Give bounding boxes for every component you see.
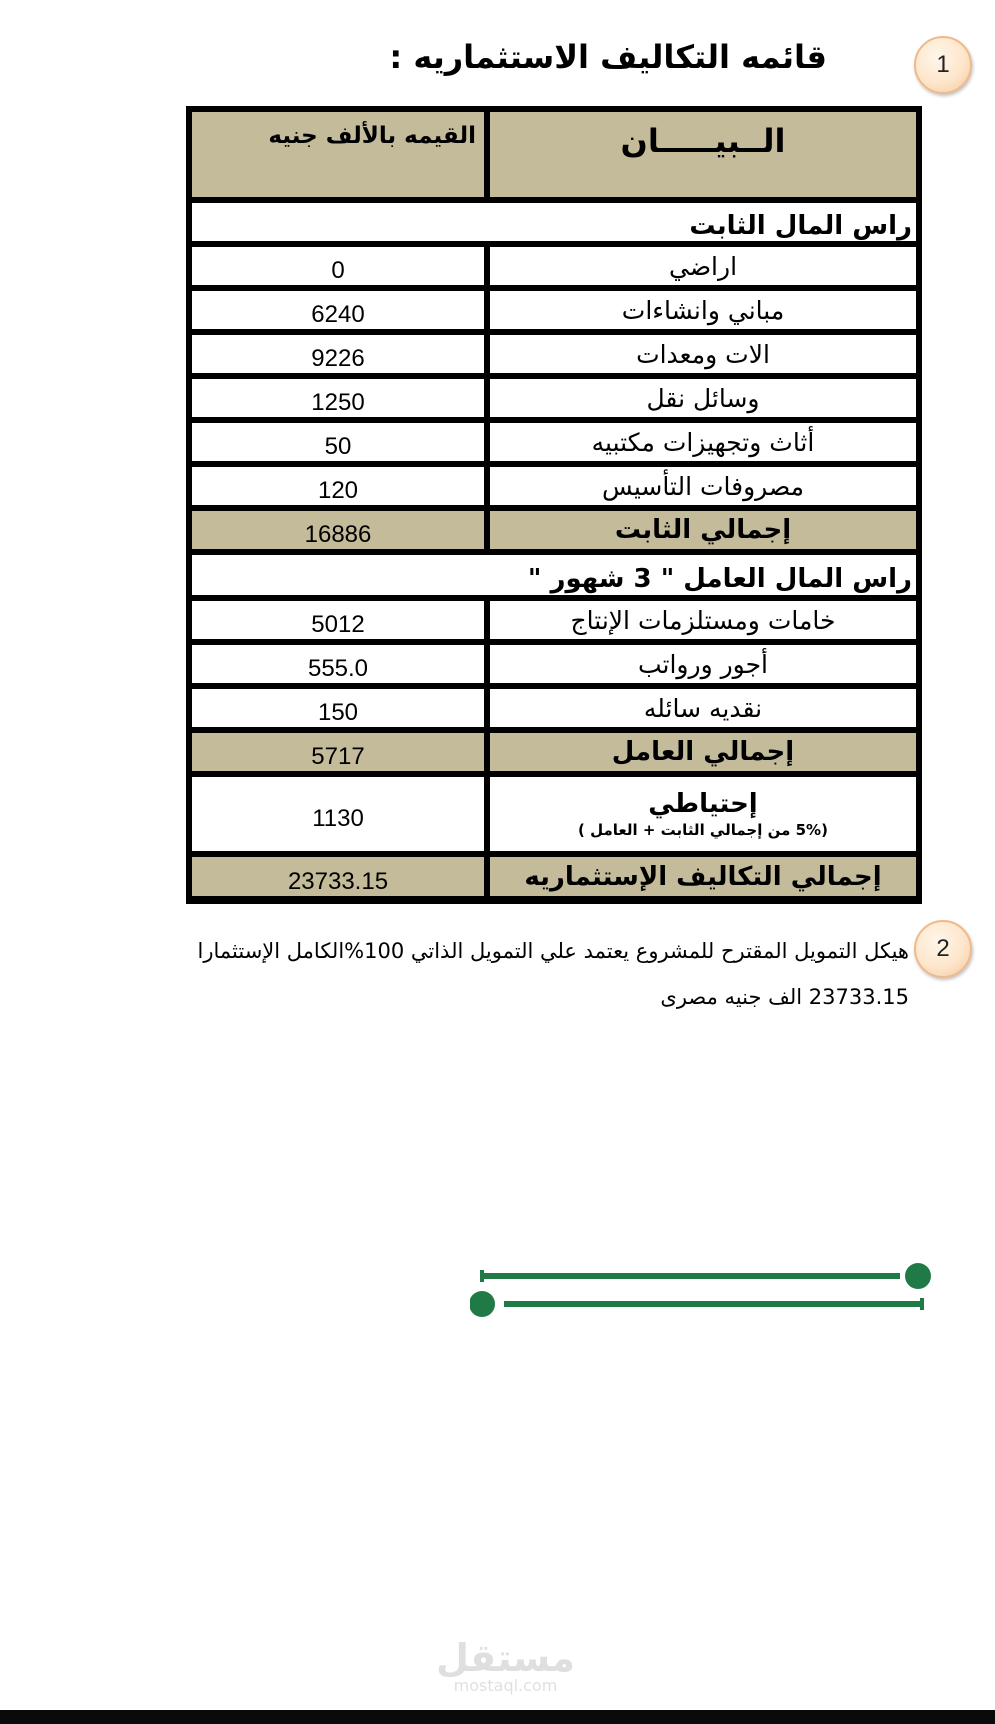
row-item: خامات ومستلزمات الإنتاج [484,601,916,639]
watermark-latin: mostaql.com [453,1676,558,1695]
fixed-total-label: إجمالي الثابت [484,511,916,549]
financing-structure-text [89,928,909,1020]
row-value: 50 [192,423,484,461]
row-item: مباني وانشاءات [484,291,916,329]
reserve-cell [484,777,916,851]
header-item-label: الــبيـــــان [484,112,916,197]
row-value: 1250 [192,379,484,417]
row-value: 0 [192,247,484,285]
working-capital-title: راس المال العامل " 3 شهور " [192,555,916,595]
section-2-number-badge: 2 [914,920,972,978]
reserve-note: (5% من إجمالي الثابت + العامل ) [578,821,828,839]
table-header-row [192,112,916,197]
working-total-row [192,733,916,771]
row-item: مصروفات التأسيس [484,467,916,505]
table-row [192,601,916,639]
working-capital-section-row [192,555,916,595]
financing-line-2: 23733.15 الف جنيه مصرى [660,985,909,1009]
table-row [192,645,916,683]
row-item: نقديه سائله [484,689,916,727]
header-value-label: القيمه بالألف جنيه [192,112,484,197]
row-value: 150 [192,689,484,727]
grand-total-label: إجمالي التكاليف الإستثماريه [484,857,916,896]
reserve-value: 1130 [192,777,484,851]
grand-total-value: 23733.15 [192,857,484,896]
table-row [192,467,916,505]
row-value: 9226 [192,335,484,373]
table-row [192,247,916,285]
working-total-label: إجمالي العامل [484,733,916,771]
row-value: 555.0 [192,645,484,683]
bottom-bar [0,1710,995,1724]
row-item: الات ومعدات [484,335,916,373]
decorative-divider [470,1260,940,1330]
mostaql-watermark [436,1636,575,1695]
table-row [192,335,916,373]
table-row [192,291,916,329]
fixed-capital-title: راس المال الثابت [192,203,916,241]
section-1-number-badge: 1 [914,36,972,94]
reserve-label: إحتياطي [648,789,758,819]
reserve-row [192,777,916,851]
watermark-arabic: مستقل [436,1636,575,1680]
financing-line-1: هيكل التمويل المقترح للمشروع يعتمد علي التمويل الذاتي 100%الكامل الإستثمارا [197,939,909,963]
table-row [192,689,916,727]
row-value: 120 [192,467,484,505]
fixed-capital-section-row [192,203,916,241]
row-item: وسائل نقل [484,379,916,417]
row-item: اراضي [484,247,916,285]
fixed-total-row [192,511,916,549]
row-value: 6240 [192,291,484,329]
fixed-total-value: 16886 [192,511,484,549]
section-1-title: قائمه التكاليف الاستثماريه : [389,38,827,76]
table-row [192,379,916,417]
row-item: أجور ورواتب [484,645,916,683]
investment-costs-table [186,106,922,904]
row-value: 5012 [192,601,484,639]
row-item: أثاث وتجهيزات مكتبيه [484,423,916,461]
working-total-value: 5717 [192,733,484,771]
table-row [192,423,916,461]
grand-total-row [192,857,916,896]
